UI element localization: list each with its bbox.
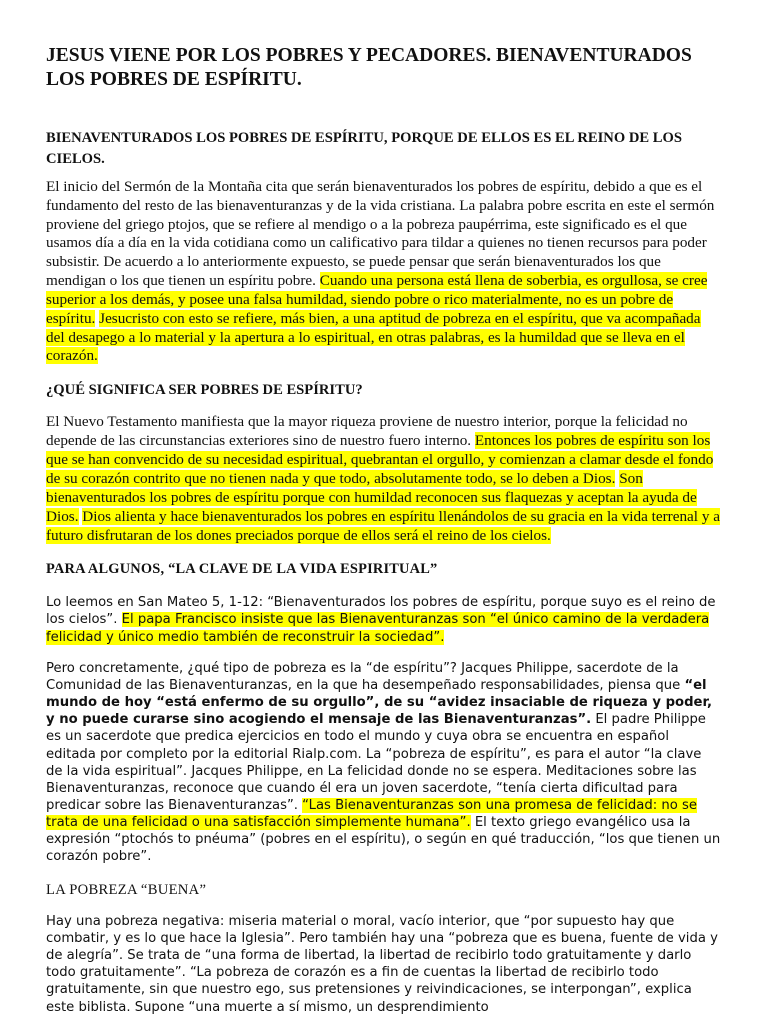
paragraph-text: El texto griego evangélico usa la expresión “ptochós to pnéuma” (pobres en el espíritu), o según en qué traducción, “los que tienen un corazón pobre”.	[46, 815, 721, 865]
highlighted-text: Dios alienta y hace bienaventurados los pobres en espíritu llenándolos de su gracia en la vida terrenal y a futuro disfrutaran de los dones preciados porque de ellos será el reino de los cielos.	[46, 507, 720, 544]
paragraph-nuevo-testamento	[46, 413, 722, 545]
paragraph-text: Lo leemos en San Mateo 5, 1-12: “Bienaventurados los pobres de espíritu, porque suyo es el reino de los cielos”.	[46, 595, 716, 628]
highlighted-text: Son bienaventurados los pobres de espíritu porque con humildad reconocen sus flaquezas y aceptan la ayuda de Dios.	[46, 470, 697, 525]
section-heading-bienaventurados: BIENAVENTURADOS LOS POBRES DE ESPÍRITU, PORQUE DE ELLOS ES EL REINO DE LOS CIELOS.	[46, 129, 682, 167]
paragraph-sermon	[46, 178, 722, 366]
highlighted-text: El papa Francisco insiste que las Bienaventuranzas son “el único camino de la verdadera felicidad y único medio también de reconstruir la sociedad”.	[46, 612, 710, 645]
highlighted-text: Jesucristo con esto se refiere, más bien, a una aptitud de pobreza en el espíritu, que va acompañada del desapego a lo material y la apertura a lo espiritual, en otras palabras, es la humildad que se lleva en el corazón.	[46, 309, 701, 365]
paragraph-pobreza-negativa: Hay una pobreza negativa: miseria material o moral, vacío interior, que “por supuesto hay que combatir, y es lo que hace la Iglesia”. Pero también hay una “pobreza que es buena, fuente de vida y de alegría”. Se trata de “una forma de libertad, la libertad de recibirlo todo gratuitamente y darlo todo gratuitamente”. “La pobreza de corazón es a fin de cuentas la libertad de recibirlo todo gratuitamente, sin que nuestro ego, sus pretensiones y reivindicaciones, se interpongan”, explica este biblista. Supone “una muerte a sí mismo, un desprendimiento	[46, 913, 718, 1015]
paragraph-text: El inicio del Sermón de la Montaña cita que serán bienaventurados los pobres de espíritu, debido a que es el fundamento del resto de las bienaventuranzas y de la vida cristiana. La palabra pobre escrita en este el sermón proviene del griego ptojos, que se refiere al mendigo o a la pobreza paupérrima, este significado es el que usamos día a día en la vida cotidiana como un calificativo para tildar a quienes no tienen recursos para poder subsistir. De acuerdo a lo anteriormente expuesto, se puede pensar que serán bienaventurados los que mendigan o los que tienen un espíritu pobre.	[46, 177, 715, 290]
paragraph-san-mateo	[46, 594, 722, 645]
highlighted-text: Entonces los pobres de espíritu son los que se han convencido de su necesidad espiritual, quebrantan el orgullo, y comienzan a clamar desde el fondo de su corazón contrito que no tienen nada y que todo, absolutamente todo, se lo deben a Dios.	[46, 432, 714, 487]
highlighted-text: Cuando una persona está llena de soberbia, es orgullosa, se cree superior a los demás, y posee una falsa humildad, siendo pobre o rico materialmente, no es un pobre de espíritu.	[46, 272, 708, 327]
section-heading-clave: PARA ALGUNOS, “LA CLAVE DE LA VIDA ESPIRITUAL”	[46, 561, 438, 578]
document-title: JESUS VIENE POR LOS POBRES Y PECADORES. BIENAVENTURADOS LOS POBRES DE ESPÍRITU.	[46, 45, 692, 90]
bold-quote: “el mundo de hoy “está enfermo de su orgullo”, de su “avidez insaciable de riqueza y poder, y no puede curarse sino acogiendo el mensaje de las Bienaventuranzas”.	[46, 677, 713, 728]
paragraph-text: El padre Philippe es un sacerdote que predica ejercicios en todo el mundo y cuya obra se encuentra en español editada por completo por la editorial Rialp.com. La “pobreza de espíritu”, es para el autor “la clave de la vida espiritual”. Jacques Philippe, en La felicidad donde no se espera. Meditaciones sobre las Bienaventuranzas, reconoce que cuando él era un joven sacerdote, “tenía cierta dificultad para predicar sobre las Bienaventuranzas”.	[46, 712, 706, 813]
paragraph-philippe	[46, 660, 722, 866]
section-heading-que-significa: ¿QUÉ SIGNIFICA SER POBRES DE ESPÍRITU?	[46, 382, 363, 399]
highlighted-text: “Las Bienaventuranzas son una promesa de felicidad: no se trata de una felicidad o una satisfacción simplemente humana”.	[46, 797, 697, 831]
paragraph-text: Pero concretamente, ¿qué tipo de pobreza es la “de espíritu”? Jacques Philippe, sacerdote de la Comunidad de las Bienaventuranzas, en la que ha desempeñado responsabilidades, piensa que	[46, 660, 685, 693]
section-heading-pobreza-buena: LA POBREZA “BUENA”	[46, 881, 207, 898]
paragraph-text: El Nuevo Testamento manifiesta que la mayor riqueza proviene de nuestro interior, porque la felicidad no depende de las circunstancias exteriores sino de nuestro fuero interno.	[46, 413, 688, 450]
